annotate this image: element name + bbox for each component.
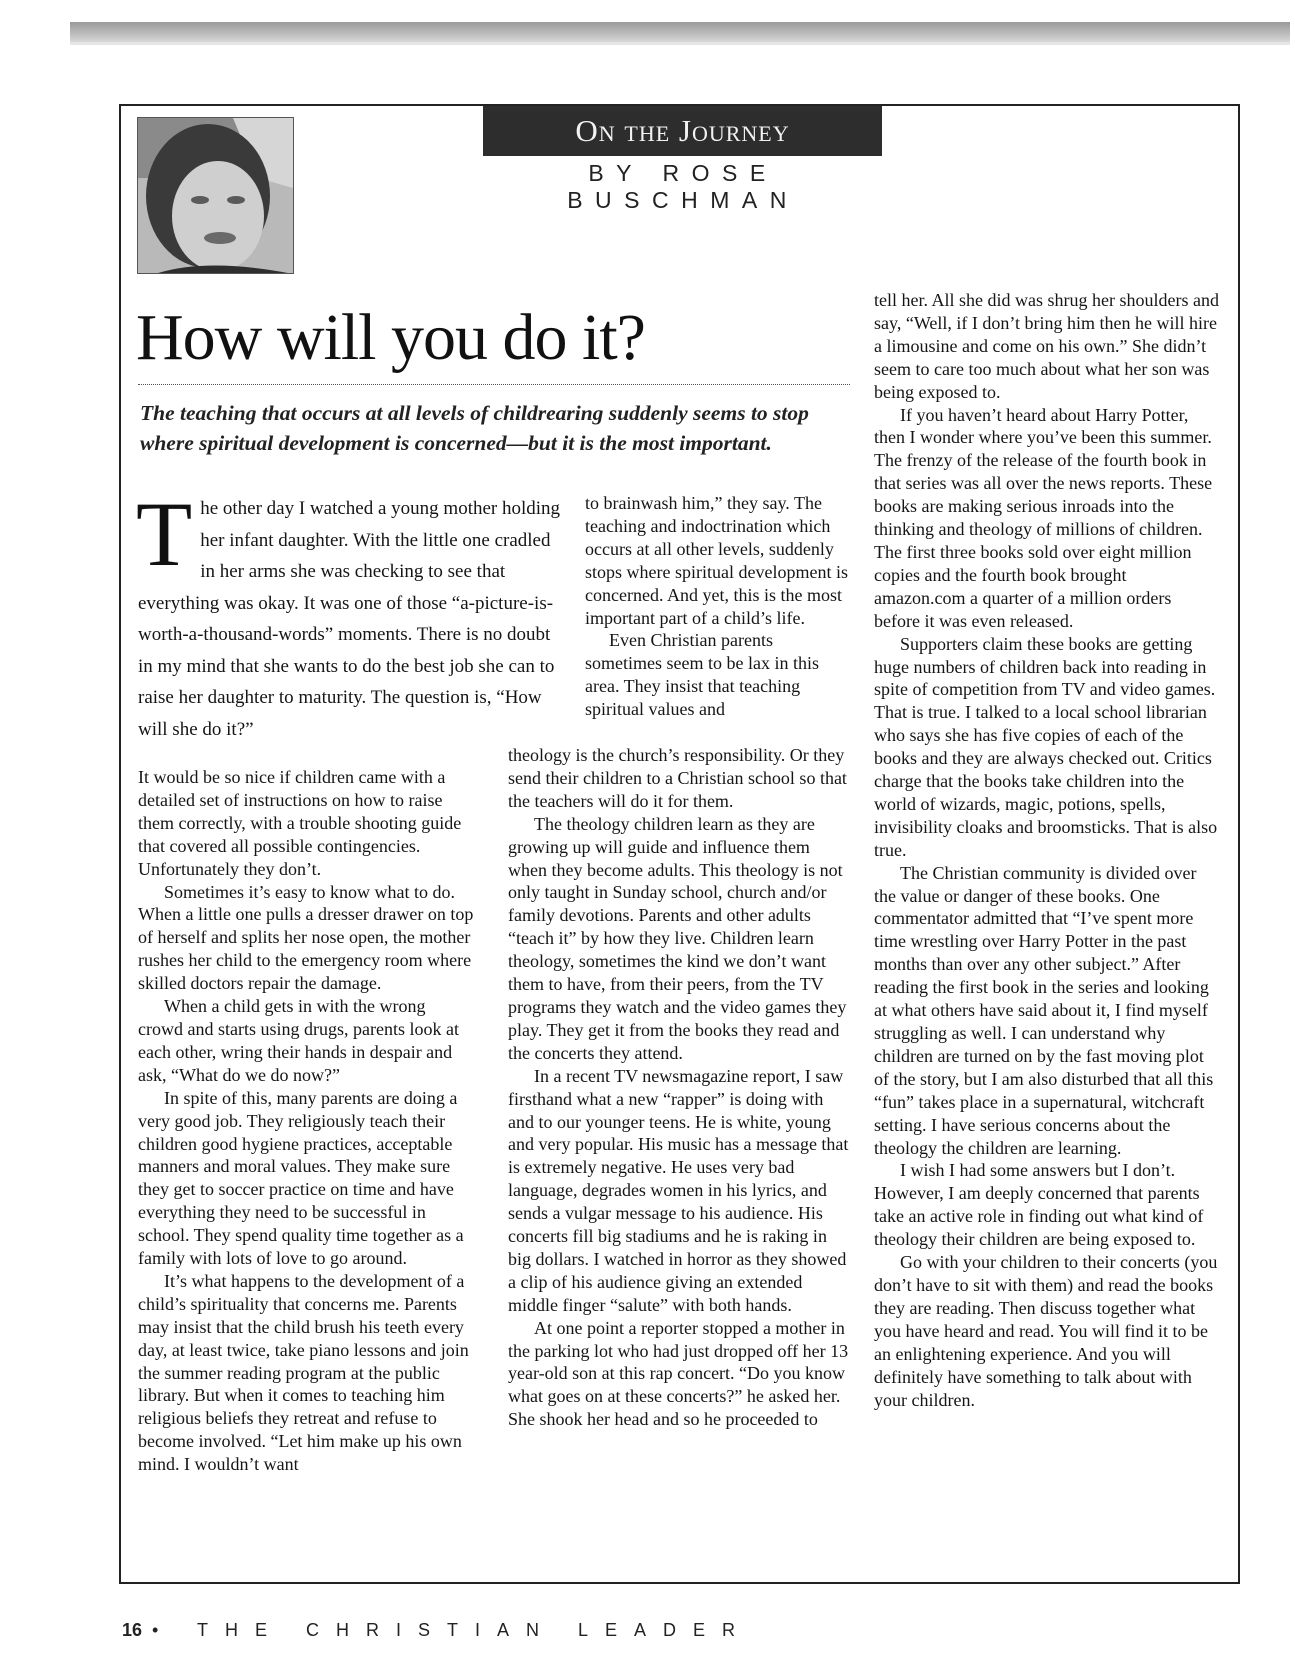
author-portrait-image (138, 118, 293, 273)
paragraph: Go with your children to their concerts (you don’t have to sit with them) and read the books they are reading. Then discuss together what you have heard and read. You will find it to be an enlightening experience. And you will definitely have something to talk about with your children. (874, 1252, 1218, 1410)
paragraph: Sometimes it’s easy to know what to do. When a little one pulls a dresser drawer on top of herself and splits her nose open, the mother rushes her child to the emergency room where skilled doctors repair the damage. (138, 881, 474, 994)
paragraph: Supporters claim these books are getting huge numbers of children back into reading in spite of competition from TV and video games. That is true. I talked to a local school librarian who says she has five copies of each of the books and they are always checked out. Critics charge that the books take children into the world of wizards, magic, potions, spells, invisibility cloaks and broomsticks. That is also true. (874, 633, 1218, 860)
paragraph: In a recent TV newsmagazine report, I saw firsthand what a new “rapper” is doing with and to our younger teens. He is white, young and very popular. His music has a message that is extremely negative. He uses very bad language, degrades women in his lyrics, and sends a vulgar message to his audience. His concerts fill big stadiums and he is raking in big dollars. I watched in horror as they showed a clip of his audience giving an extended middle finger “salute” with both hands. (508, 1065, 849, 1315)
article-title: How will you do it? (136, 301, 645, 374)
body-column-1 (138, 766, 474, 1476)
paragraph: The theology children learn as they are growing up will guide and influence them when they become adults. This theology is not only taught in Sunday school, church and/or family devotions. Parents and other adults “teach it” by how they live. Children learn theology, sometimes the kind we don’t want them to have, from their peers, from the TV programs they watch and the video games they play. They get it from the books they read and the concerts they attend. (508, 813, 847, 1063)
paragraph: It would be so nice if children came with a detailed set of instructions on how to raise them correctly, with a trouble shooting guide that covered all possible contingencies. Unfortunately they don’t. (138, 767, 462, 879)
paragraph: When a child gets in with the wrong crowd and starts using drugs, parents look at each other, wring their hands in despair and ask, “What do we do now?” (138, 996, 459, 1085)
paragraph: to brainwash him,” they say. The teaching and indoctrination which occurs at all other levels, suddenly stops where spiritual development is concerned. And yet, this is the most important part of a child’s life. (585, 493, 848, 628)
paragraph: It’s what happens to the development of a child’s spirituality that concerns me. Parents may insist that the child brush his teeth every day, at least twice, take piano lessons and join the summer reading program at the public library. But when it comes to teaching him religious beliefs they retreat and refuse to become involved. “Let him make up his own mind. I wouldn’t want (138, 1270, 469, 1475)
top-gray-bar (70, 22, 1290, 42)
intro-text: he other day I watched a young mother holding her infant daughter. With the little one cradled in her arms she was checking to see that everything was okay. It was one of those “a-picture-is-worth-a-thousand-words” moments. There is no doubt in my mind that she wants to do the best job she can to raise her daughter to maturity. The question is, “How will she do it?” (138, 498, 561, 740)
page-footer (122, 1620, 752, 1641)
author-byline: BY ROSE BUSCHMAN (567, 160, 799, 213)
body-column-2 (508, 744, 853, 1431)
body-column-3 (874, 289, 1221, 1411)
paragraph: Even Christian parents sometimes seem to be lax in this area. They insist that teaching spiritual values and (585, 630, 819, 720)
publication-name: • THE CHRISTIAN LEADER (152, 1620, 753, 1640)
article-deck: The teaching that occurs at all levels of childrearing suddenly seems to stop where spiritual development is concerned—but it is the most important. (140, 401, 809, 455)
drop-cap: T (136, 483, 193, 585)
intro-paragraph (136, 483, 568, 745)
column-name-banner: On the Journey (483, 106, 882, 156)
paragraph: tell her. All she did was shrug her shoulders and say, “Well, if I don’t bring him then he will hire a limousine and come on his own.” She didn’t seem to care too much about what her son was being exposed to. (874, 290, 1219, 402)
top-bar-shadow (70, 42, 1290, 45)
paragraph: The Christian community is divided over the value or danger of these books. One commentator admitted that “I’ve spent more time wrestling over Harry Potter in the past months than over any other subject.” After reading the first book in the series and looking at what others have said about it, I find myself struggling as well. I can understand why children are turned on by the fast moving plot of the story, but I am also disturbed that all this “fun” takes place in a supernatural, witchcraft setting. I have serious concerns about the theology the children are learning. (874, 862, 1214, 1158)
body-column-2-top (585, 492, 850, 721)
author-photo (137, 117, 294, 274)
title-divider (138, 384, 850, 385)
paragraph: theology is the church’s responsibility. Or they send their children to a Christian school so that the teachers will do it for them. (508, 745, 847, 811)
paragraph: In spite of this, many parents are doing a very good job. They religiously teach their children good hygiene practices, acceptable manners and moral values. They make sure they get to soccer practice on time and have everything they need to be successful in school. They spend quality time together as a family with lots of love to go around. (138, 1087, 464, 1269)
page-number: 16 (122, 1620, 143, 1640)
paragraph: I wish I had some answers but I don’t. However, I am deeply concerned that parents take an active role in finding out what kind of theology their children are being exposed to. (874, 1160, 1204, 1250)
paragraph: If you haven’t heard about Harry Potter, then I wonder where you’ve been this summer. The frenzy of the release of the fourth book in that series was all over the news reports. These books are making serious inroads into the thinking and theology of millions of children. The first three books sold over eight million copies and the fourth book brought amazon.com a quarter of a million orders before it was even released. (874, 404, 1213, 631)
paragraph: At one point a reporter stopped a mother in the parking lot who had just dropped off her 13 year-old son at this rap concert. “Do you know what goes on at these concerts?” he asked her. She shook her head and so he proceeded to (508, 1317, 849, 1430)
